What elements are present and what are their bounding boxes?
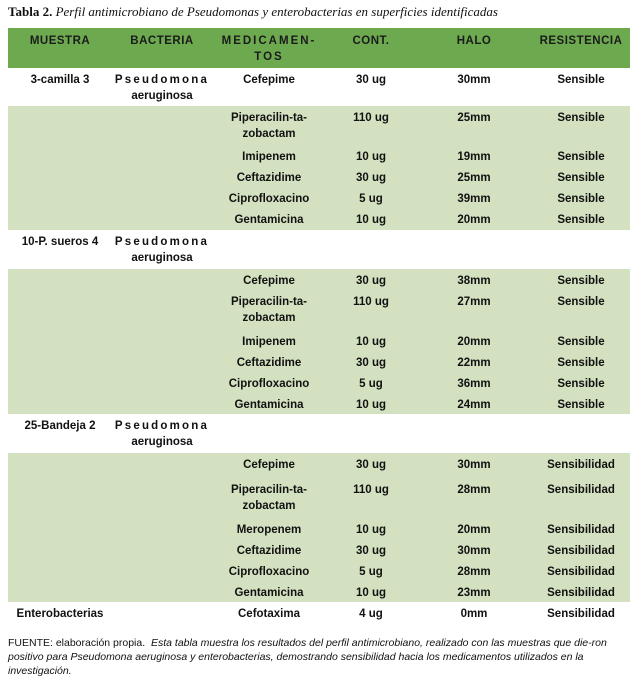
header-bacteria: BACTERIA <box>130 35 194 47</box>
table-row <box>8 453 630 476</box>
cell-cont: 110 ug <box>353 112 389 124</box>
cell-cont: 30 ug <box>355 74 387 86</box>
table-body <box>8 68 630 624</box>
cell-medicamento: Ciprofloxacino <box>228 566 310 578</box>
cell-medicamento-line2: zobactam <box>242 500 296 512</box>
cell-resistencia: Sensibilidad <box>547 566 615 578</box>
cell-medicamento-line2: zobactam <box>242 128 296 140</box>
header-medicamentos <box>212 33 326 65</box>
cell-cont: 30 ug <box>355 545 387 557</box>
cell-cont: 4 ug <box>359 608 383 620</box>
table-row-sample-1 <box>8 68 630 106</box>
cell-medicamento: Gentamicina <box>234 587 304 599</box>
cell-resistencia: Sensible <box>557 336 605 348</box>
table-row <box>8 330 630 351</box>
table-row-sample-2 <box>8 230 630 269</box>
cell-resistencia: Sensible <box>557 296 605 308</box>
cell-halo: 28mm <box>457 484 491 496</box>
cell-muestra: 10-P. sueros 4 <box>21 236 99 248</box>
table-caption <box>8 4 636 20</box>
table-row <box>8 166 630 187</box>
cell-cont: 10 ug <box>355 214 387 226</box>
cell-medicamento: Imipenem <box>242 151 296 163</box>
cell-resistencia: Sensible <box>557 112 605 124</box>
table-row <box>8 290 630 330</box>
cell-cont: 5 ug <box>359 193 383 205</box>
cell-halo: 25mm <box>457 172 491 184</box>
cell-cont: 10 ug <box>355 399 387 411</box>
table-row-sample-3 <box>8 414 630 453</box>
cell-resistencia: Sensible <box>557 378 605 390</box>
cell-bacteria-line1: Pseudomona <box>114 420 210 432</box>
cell-resistencia: Sensibilidad <box>547 524 615 536</box>
cell-medicamento: Meropenem <box>236 524 302 536</box>
table-row <box>8 518 630 539</box>
cell-resistencia: Sensibilidad <box>547 459 615 471</box>
cell-medicamento: Ceftazidime <box>236 172 302 184</box>
cell-medicamento: Ciprofloxacino <box>228 193 310 205</box>
cell-bacteria <box>112 234 212 266</box>
footnote-text: Esta tabla muestra los resultados del perfil antimicrobiano, realizado con las muestras que die-ron positivo para Pseudomona aeruginosa y enterobacterias, demostrando sensibilidad hacia los medicamentos utilizados en la investigación. <box>8 637 607 677</box>
cell-halo: 23mm <box>457 587 491 599</box>
cell-halo: 25mm <box>457 112 491 124</box>
header-medicamentos-line2: TOS <box>254 51 284 63</box>
table-row <box>8 208 630 230</box>
cell-bacteria <box>112 418 212 450</box>
cell-halo: 30mm <box>457 545 491 557</box>
cell-resistencia: Sensible <box>557 399 605 411</box>
table-row <box>8 187 630 208</box>
cell-cont: 110 ug <box>353 484 389 496</box>
cell-cont: 5 ug <box>359 566 383 578</box>
cell-bacteria <box>112 72 212 104</box>
cell-medicamento: Cefepime <box>243 459 295 471</box>
cell-halo: 30mm <box>457 74 491 86</box>
cell-bacteria-line2: aeruginosa <box>131 252 193 264</box>
cell-medicamento-line2: zobactam <box>242 312 296 324</box>
cell-medicamento: Cefotaxima <box>238 608 300 620</box>
cell-cont: 30 ug <box>355 459 387 471</box>
cell-resistencia: Sensible <box>557 214 605 226</box>
cell-medicamento-line1: Piperacilin-ta- <box>230 112 308 124</box>
cell-medicamento <box>212 294 326 326</box>
table-row <box>8 560 630 581</box>
cell-halo: 27mm <box>457 296 491 308</box>
table-header <box>8 28 630 68</box>
header-cont: CONT. <box>352 35 390 47</box>
cell-resistencia: Sensibilidad <box>547 587 615 599</box>
cell-medicamento <box>212 110 326 142</box>
cell-halo: 36mm <box>457 378 491 390</box>
cell-medicamento-line1: Piperacilin-ta- <box>230 484 308 496</box>
cell-halo: 20mm <box>457 524 491 536</box>
cell-halo: 20mm <box>457 336 491 348</box>
cell-cont: 110 ug <box>353 296 389 308</box>
cell-bacteria-line2: aeruginosa <box>131 90 193 102</box>
cell-bacteria-line2: aeruginosa <box>131 436 193 448</box>
cell-halo: 0mm <box>460 608 488 620</box>
footnote-label: FUENTE: elaboración propia. <box>8 637 146 649</box>
header-resistencia: RESISTENCIA <box>539 35 623 47</box>
cell-cont: 30 ug <box>355 172 387 184</box>
cell-resistencia: Sensible <box>557 172 605 184</box>
cell-halo: 38mm <box>457 275 491 287</box>
cell-cont: 30 ug <box>355 275 387 287</box>
table-row <box>8 581 630 602</box>
table-footnote <box>8 636 634 678</box>
cell-halo: 39mm <box>457 193 491 205</box>
cell-halo: 19mm <box>457 151 491 163</box>
cell-halo: 20mm <box>457 214 491 226</box>
cell-halo: 24mm <box>457 399 491 411</box>
caption-title: Perfil antimicrobiano de Pseudomonas y enterobacterias en superficies identificadas <box>55 4 498 19</box>
cell-cont: 10 ug <box>355 524 387 536</box>
table-row-enterobacterias <box>8 602 630 624</box>
table-row <box>8 106 630 145</box>
cell-cont: 10 ug <box>355 151 387 163</box>
cell-bacteria-line1: Pseudomona <box>114 236 210 248</box>
cell-halo: 30mm <box>457 459 491 471</box>
cell-cont: 5 ug <box>359 378 383 390</box>
cell-cont: 10 ug <box>355 336 387 348</box>
table-row <box>8 351 630 372</box>
cell-cont: 10 ug <box>355 587 387 599</box>
cell-medicamento: Imipenem <box>242 336 296 348</box>
cell-halo: 22mm <box>457 357 491 369</box>
table-row <box>8 269 630 290</box>
cell-resistencia: Sensible <box>557 357 605 369</box>
cell-resistencia: Sensible <box>557 275 605 287</box>
cell-resistencia: Sensible <box>557 151 605 163</box>
cell-resistencia: Sensibilidad <box>547 608 615 620</box>
cell-halo: 28mm <box>457 566 491 578</box>
cell-medicamento <box>212 482 326 514</box>
header-muestra: MUESTRA <box>29 35 91 47</box>
cell-medicamento: Gentamicina <box>234 399 304 411</box>
table-row <box>8 476 630 518</box>
table-row <box>8 145 630 166</box>
cell-resistencia: Sensibilidad <box>547 484 615 496</box>
cell-resistencia: Sensibilidad <box>547 545 615 557</box>
header-halo: HALO <box>456 35 492 47</box>
table-row <box>8 372 630 393</box>
cell-muestra: 3-camilla 3 <box>30 74 90 86</box>
cell-cont: 30 ug <box>355 357 387 369</box>
cell-medicamento: Cefepime <box>243 74 295 86</box>
cell-bacteria-line1: Pseudomona <box>114 74 210 86</box>
header-medicamentos-line1: MEDICAMEN- <box>221 35 317 47</box>
cell-muestra: Enterobacterias <box>16 608 104 620</box>
table-row <box>8 539 630 560</box>
cell-medicamento: Ciprofloxacino <box>228 378 310 390</box>
cell-resistencia: Sensible <box>557 74 605 86</box>
cell-medicamento: Ceftazidime <box>236 545 302 557</box>
cell-muestra: 25-Bandeja 2 <box>24 420 96 432</box>
cell-medicamento: Cefepime <box>243 275 295 287</box>
caption-label: Tabla 2. <box>8 4 53 19</box>
table-row <box>8 393 630 414</box>
cell-resistencia: Sensible <box>557 193 605 205</box>
cell-medicamento-line1: Piperacilin-ta- <box>230 296 308 308</box>
cell-medicamento: Ceftazidime <box>236 357 302 369</box>
cell-medicamento: Gentamicina <box>234 214 304 226</box>
